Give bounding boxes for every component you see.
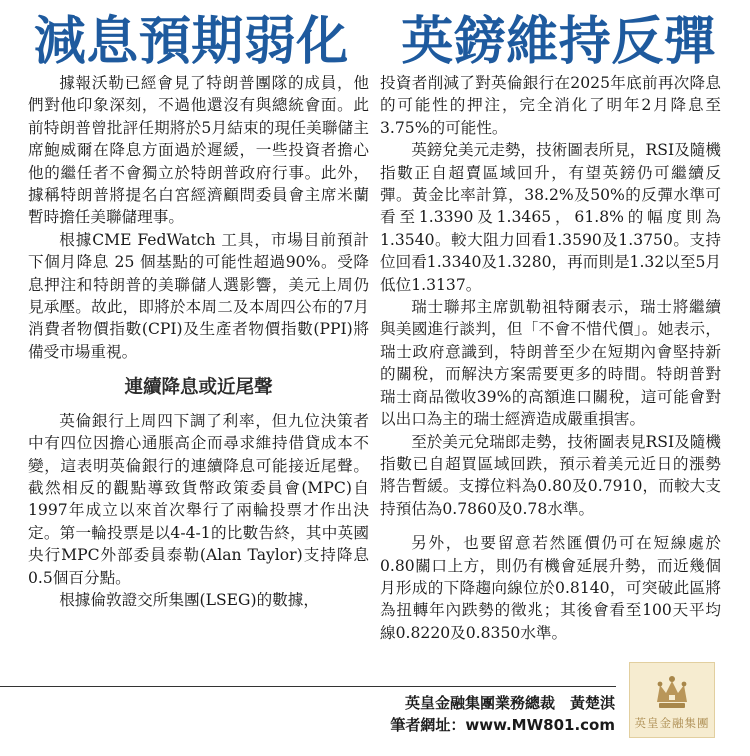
section-subheading: 連續降息或近尾聲 xyxy=(124,377,273,399)
logo-name: 英皇金融集團 xyxy=(634,716,710,730)
author-website: 筆者網址：www.MW801.com xyxy=(390,716,615,734)
paragraph: 英鎊兌美元走勢，技術圖表所見，RSI及隨機指數正自超賣區域回升，有望英鎊仍可繼續反彈。黃金比率計算，38.2%及50%的反彈水準可看至1.3390及1.3465，61.8%的幅度則為1.3540。較大阻力回看1.3590及1.3750。支持位回看1.3340及1.3280，再而則是1.32以至5月低位1.3137。 xyxy=(380,141,721,294)
paragraph: 另外，也要留意若然匯價仍可在短線處於0.80關口上方，則仍有機會延展升勢，而近幾個月形成的下降趨向線位於0.8140，可突破此區將為扭轉年內跌勢的徵兆；其後會看至100天平均線0.8220及0.8350水準。 xyxy=(380,534,721,642)
paragraph: 根據CME FedWatch 工具，市場目前預計下個月降息 25 個基點的可能性超過90%。受降息押注和特朗普的美聯儲人選影響，美元上周仍見承壓。故此，即將於本周二及本周四公布的7月消費者物價指數(CPI)及生產者物價指數(PPI)將備受市場重視。 xyxy=(28,230,369,361)
company-logo xyxy=(629,662,715,738)
article-right-column xyxy=(380,72,721,644)
paragraph: 投資者削減了對英倫銀行在2025年底前再次降息的可能性的押注，完全消化了明年2月降息至3.75%的可能性。 xyxy=(380,74,721,137)
crown-icon xyxy=(649,673,695,711)
footer-divider xyxy=(0,686,616,687)
paragraph: 瑞士聯邦主席凱勒祖特爾表示，瑞士將繼續與美國進行談判，但「不會不惜代價」。她表示，瑞士政府意識到，特朗普至少在短期內會堅持新的關稅，而解決方案需要更多的時間。特朗普對瑞士商品徵收39%的高額進口關稅，這可能會對以出口為主的瑞士經濟造成嚴重損害。 xyxy=(380,298,721,429)
headline-text: 減息預期弱化 英鎊維持反彈 xyxy=(33,11,717,72)
article-left-column xyxy=(28,72,369,611)
paragraph: 至於美元兌瑞郎走勢，技術圖表見RSI及隨機指數已自超買區域回跌，預示着美元近日的漲勢將告暫緩。支撐位料為0.80及0.7910，而較大支持預估為0.7860及0.78水準。 xyxy=(380,432,721,518)
author-title: 英皇金融集團業務總裁 黃楚淇 xyxy=(404,694,615,712)
author-byline xyxy=(330,692,615,736)
paragraph: 據報沃勒已經會見了特朗普團隊的成員，他們對他印象深刻，不過他還沒有與總統會面。此前特朗普曾批評任期將於5月結束的現任美聯儲主席鮑威爾在降息方面過於遲緩，一些投資者擔心他的繼任者不會獨立於特朗普政府行事。此外，據稱特朗普將提名白宮經濟顧問委員會主席米蘭暫時擔任美聯儲理事。 xyxy=(28,74,369,227)
paragraph: 根據倫敦證交所集團(LSEG)的數據， xyxy=(59,590,319,609)
article-headline xyxy=(0,2,750,70)
paragraph: 英倫銀行上周四下調了利率，但九位決策者中有四位因擔心通脹高企而尋求維持借貸成本不變，這表明英倫銀行的連續降息可能接近尾聲。截然相反的觀點導致貨幣政策委員會(MPC)自1997年成立以來首次舉行了兩輪投票才作出決定。第一輪投票是以4-4-1的比數告終，其中英國央行MPC外部委員泰勒(Alan Taylor)支持降息0.5個百分點。 xyxy=(28,411,369,587)
